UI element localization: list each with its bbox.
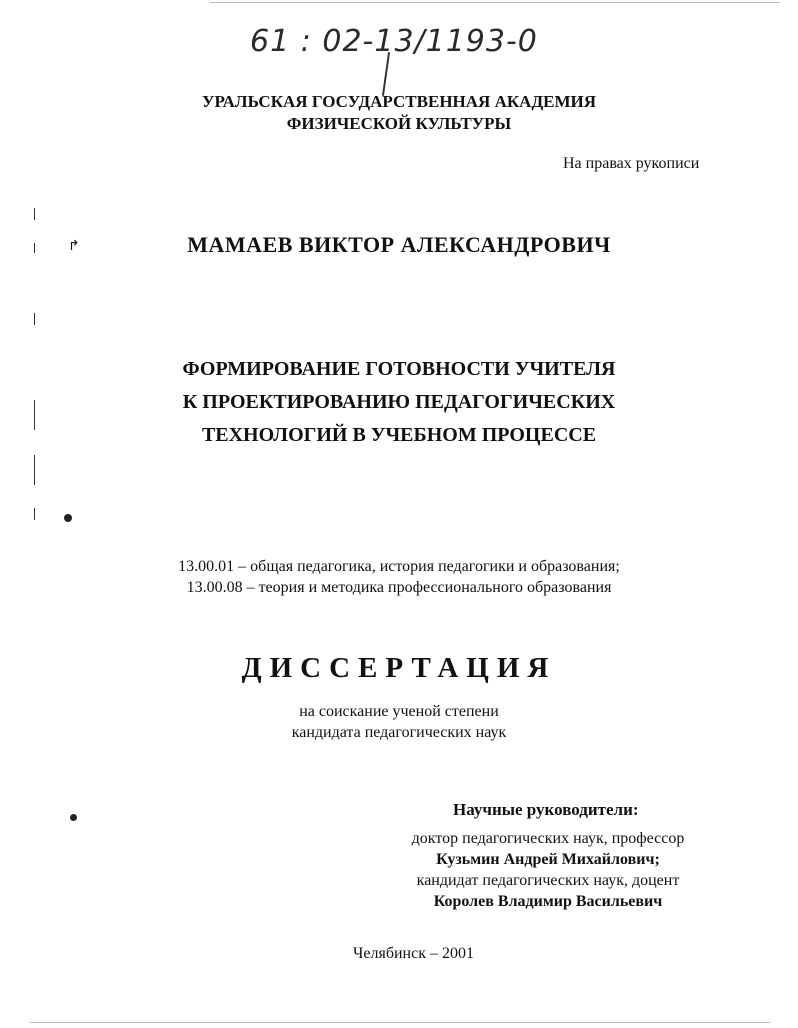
supervisor-2-title: кандидат педагогических наук, доцент bbox=[416, 872, 680, 889]
margin-mark bbox=[34, 455, 35, 485]
title-line-1: ФОРМИРОВАНИЕ ГОТОВНОСТИ УЧИТЕЛЯ bbox=[182, 358, 616, 380]
degree-statement bbox=[0, 701, 798, 743]
top-border-line bbox=[210, 2, 780, 3]
bullet-mark-icon bbox=[64, 514, 72, 522]
speck-mark-icon bbox=[70, 814, 77, 821]
institution-line-1: УРАЛЬСКАЯ ГОСУДАРСТВЕННАЯ АКАДЕМИЯ bbox=[201, 92, 597, 111]
institution-name bbox=[0, 91, 798, 135]
specialty-codes bbox=[0, 556, 798, 598]
supervisor-2-name: Королев Владимир Васильевич bbox=[433, 893, 663, 910]
arrow-mark-icon: ↱ bbox=[68, 238, 80, 254]
supervisor-1-title: доктор педагогических наук, профессор bbox=[411, 830, 685, 847]
supervisor-1-name: Кузьмин Андрей Михайлович; bbox=[436, 851, 660, 868]
margin-mark bbox=[34, 313, 35, 325]
degree-line-2: кандидата педагогических наук bbox=[291, 724, 507, 741]
author-name: МАМАЕВ ВИКТОР АЛЕКСАНДРОВИЧ bbox=[187, 232, 611, 257]
margin-mark bbox=[34, 208, 35, 220]
supervisors-heading: Научные руководители: bbox=[453, 800, 639, 819]
document-type-heading: ДИССЕРТАЦИЯ bbox=[241, 652, 557, 684]
city-year: Челябинск – 2001 bbox=[353, 945, 474, 962]
specialty-line-1: 13.00.01 – общая педагогика, история педагогики и образования; bbox=[178, 558, 620, 575]
supervisors-block bbox=[338, 828, 758, 912]
archive-code-handwritten: 61 : 02-13/1193-0 bbox=[250, 24, 538, 59]
margin-mark bbox=[34, 508, 35, 520]
dissertation-title bbox=[0, 353, 798, 452]
title-line-2: К ПРОЕКТИРОВАНИЮ ПЕДАГОГИЧЕСКИХ bbox=[182, 391, 616, 413]
institution-line-2: ФИЗИЧЕСКОЙ КУЛЬТУРЫ bbox=[286, 114, 512, 133]
manuscript-note: На правах рукописи bbox=[563, 155, 700, 172]
specialty-line-2: 13.00.08 – теория и методика профессионального образования bbox=[186, 579, 612, 596]
degree-line-1: на соискание ученой степени bbox=[299, 703, 499, 720]
title-line-3: ТЕХНОЛОГИЙ В УЧЕБНОМ ПРОЦЕССЕ bbox=[201, 424, 597, 446]
bottom-border-line bbox=[30, 1022, 770, 1023]
